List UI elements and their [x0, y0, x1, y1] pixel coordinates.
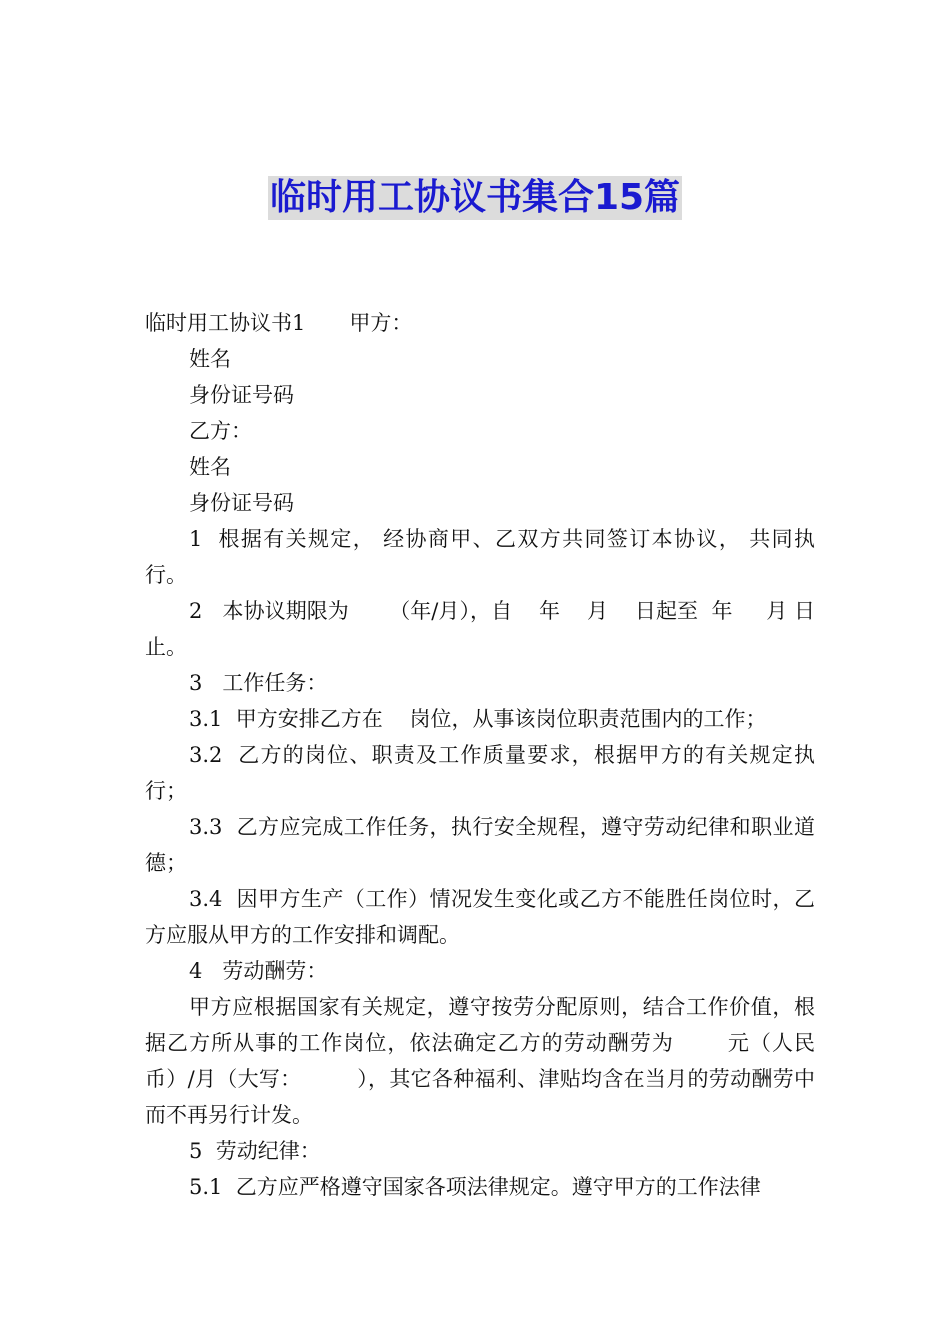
clause-2: 2 本协议期限为 （年/月），自 年 月 日起至 年 月 日止。: [145, 599, 815, 659]
clause-3-2: 3.2 乙方的岗位、职责及工作质量要求，根据甲方的有关规定执行；: [145, 743, 815, 803]
party-b-label: 乙方：: [189, 419, 252, 443]
party-a-id: 身份证号码: [189, 383, 294, 407]
document-title: 临时用工协议书集合15篇: [269, 177, 681, 218]
party-b-name: 姓名: [189, 455, 231, 479]
clause-3-heading: 3 工作任务：: [189, 671, 328, 695]
clause-3-3: 3.3 乙方应完成工作任务，执行安全规程，遵守劳动纪律和职业道德；: [145, 815, 815, 875]
title-container: [0, 176, 950, 220]
clause-4-heading: 4 劳动酬劳：: [189, 959, 328, 983]
party-a-name: 姓名: [189, 347, 231, 371]
clause-3-4: 3.4 因甲方生产（工作）情况发生变化或乙方不能胜任岗位时，乙方应服从甲方的工作安排和调配。: [145, 887, 815, 947]
party-b-id: 身份证号码: [189, 491, 294, 515]
paragraph-heading-line: [145, 305, 815, 341]
agreement-heading: 临时用工协议书1: [145, 311, 306, 335]
clause-5-1: 5.1 乙方应严格遵守国家各项法律规定。遵守甲方的工作法律: [189, 1175, 761, 1199]
clause-5-heading: 5 劳动纪律：: [189, 1139, 321, 1163]
party-a-label: 甲方：: [349, 311, 413, 335]
clause-4-body: 甲方应根据国家有关规定，遵守按劳分配原则，结合工作价值，根据乙方所从事的工作岗位，依法确定乙方的劳动酬劳为 元（人民币）/月（大写： ），其它各种福利、津贴均含在当月的劳动酬劳中而不再另行计发。: [145, 995, 815, 1127]
clause-3-1: 3.1 甲方安排乙方在 岗位，从事该岗位职责范围内的工作；: [189, 707, 767, 731]
document-body: [145, 305, 815, 1205]
clause-1: 1 根据有关规定， 经协商甲、乙双方共同签订本协议， 共同执行。: [145, 527, 815, 587]
